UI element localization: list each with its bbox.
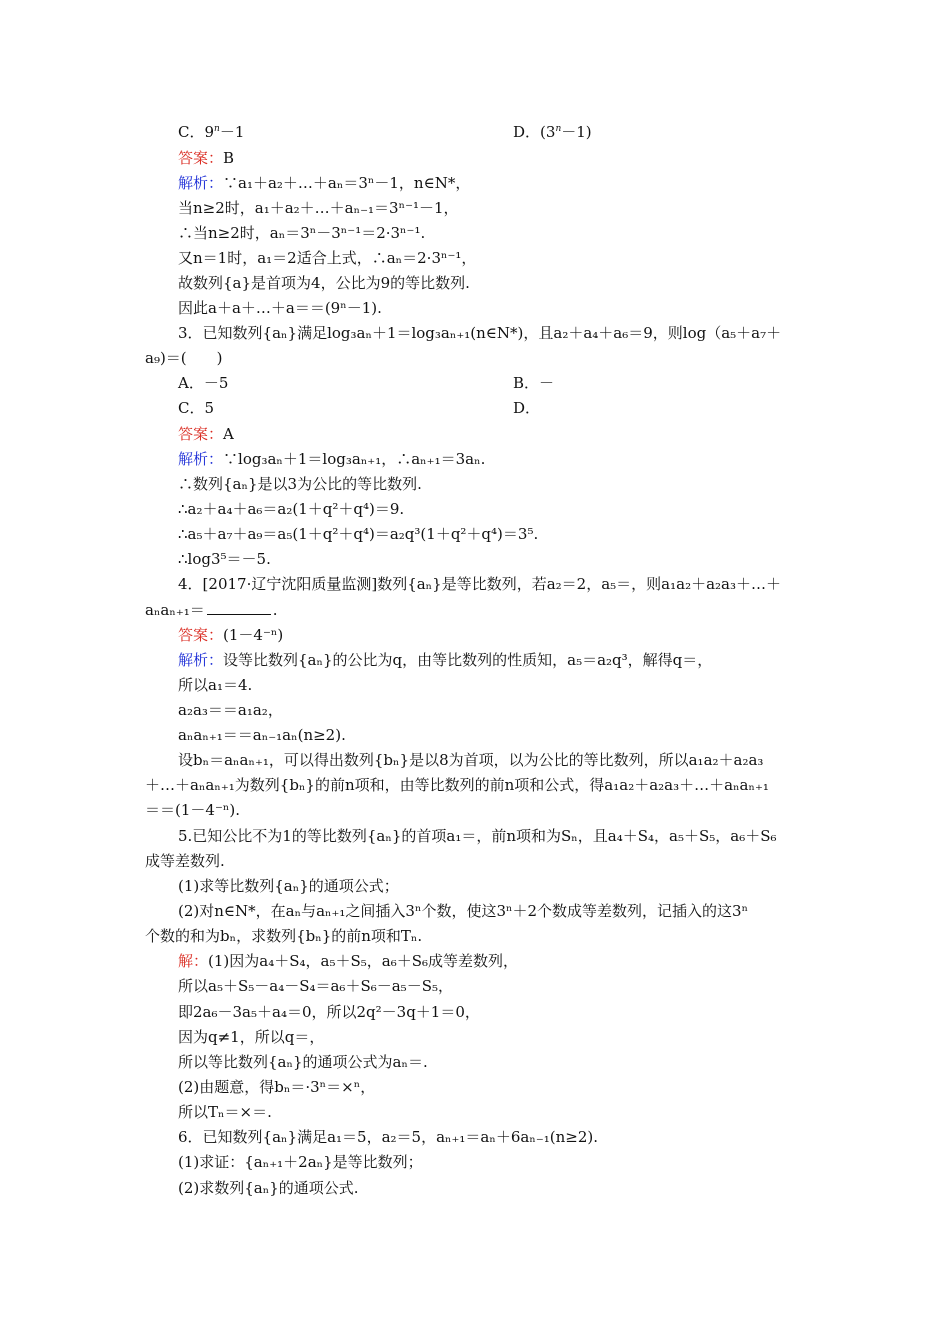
text-line: ∴a₅＋a₇＋a₉＝a₅(1＋q²＋q⁴)＝a₂q³(1＋q²＋q⁴)＝3⁵. (178, 525, 539, 543)
analysis-line: 解析：设等比数列{aₙ}的公比为q，由等比数列的性质知，a₅＝a₂q³，解得q＝， (178, 651, 713, 669)
answer-line: 答案：A (178, 425, 234, 443)
answer-blank (207, 602, 271, 615)
answer-label: 答案： (178, 626, 224, 644)
text-line: 所以Tₙ＝×＝. (178, 1103, 272, 1121)
sub-question-2: (2)对n∈N*，在aₙ与aₙ₊₁之间插入3ⁿ个数，使这3ⁿ＋2个数成等差数列，记插入的这3ⁿ (178, 902, 749, 920)
solution-label: 解： (178, 952, 209, 970)
question-5-stem-cont: 成等差数列. (145, 852, 225, 870)
analysis-line: 解析：∵a₁＋a₂＋…＋aₙ＝3ⁿ－1，n∈N*， (178, 174, 471, 192)
text-line: 设bₙ＝aₙaₙ₊₁，可以得出数列{bₙ}是以8为首项，以为公比的等比数列，所以a₁a₂＋a₂a₃ (178, 751, 764, 769)
question-5-stem: 5.已知公比不为1的等比数列{aₙ}的首项a₁＝，前n项和为Sₙ，且a₄＋S₄，a₅＋S₅，a₆＋S₆ (178, 827, 777, 845)
question-3-stem: 3．已知数列{aₙ}满足log₃aₙ＋1＝log₃aₙ₊₁(n∈N*)，且a₂＋a₄＋a₆＝9，则log（a₅＋a₇＋ (178, 324, 782, 342)
text-line: 所以a₅＋S₅－a₄－S₄＝a₆＋S₆－a₅－S₅， (178, 977, 453, 995)
text-line: 故数列{a}是首项为4，公比为9的等比数列. (178, 274, 470, 292)
analysis-label: 解析： (178, 450, 224, 468)
answer-label: 答案： (178, 425, 224, 443)
text-line: ∴当n≥2时，aₙ＝3ⁿ－3ⁿ⁻¹＝2·3ⁿ⁻¹. (178, 224, 426, 242)
text-line: aₙaₙ₊₁＝＝aₙ₋₁aₙ(n≥2). (178, 726, 346, 744)
text-line: 因为q≠1，所以q＝， (178, 1028, 325, 1046)
question-6-stem: 6．已知数列{aₙ}满足a₁＝5，a₂＝5，aₙ₊₁＝aₙ＋6aₙ₋₁(n≥2). (178, 1128, 599, 1146)
answer-line: 答案：B (178, 149, 235, 167)
option-a: A．－5 (178, 374, 229, 392)
text-line: 即2a₆－3a₅＋a₄＝0，所以2q²－3q＋1＝0， (178, 1003, 480, 1021)
option-d: D． (513, 399, 541, 417)
text-line: ∴数列{aₙ}是以3为公比的等比数列. (178, 475, 422, 493)
text-line: ∴log3⁵＝－5. (178, 550, 271, 568)
text-line: 所以a₁＝4. (178, 676, 253, 694)
text-line: ＋…＋aₙaₙ₊₁为数列{bₙ}的前n项和，由等比数列的前n项和公式，得a₁a₂＋a₂a₃＋…＋aₙaₙ₊₁ (145, 776, 769, 794)
text-line: a₂a₃＝＝a₁a₂， (178, 701, 283, 719)
text-line: 当n≥2时，a₁＋a₂＋…＋aₙ₋₁＝3ⁿ⁻¹－1， (178, 199, 459, 217)
question-4-stem-cont: aₙaₙ₊₁＝ . (145, 601, 278, 619)
analysis-label: 解析： (178, 651, 224, 669)
option-b: B．－ (513, 374, 555, 392)
analysis-label: 解析： (178, 174, 224, 192)
option-d: D．$(3^n-1)$ (513, 123, 592, 141)
answer-label: 答案： (178, 149, 224, 167)
sub-question-2-cont: 个数的和为bₙ，求数列{bₙ}的前n项和Tₙ. (145, 927, 423, 945)
question-4-stem: 4．[2017·辽宁沈阳质量监测]数列{aₙ}是等比数列，若a₂＝2，a₅＝，则a₁a₂＋a₂a₃＋…＋ (178, 575, 781, 593)
sub-question-2: (2)求数列{aₙ}的通项公式. (178, 1179, 359, 1197)
question-3-stem-cont: a₉)＝( ) (145, 349, 223, 367)
option-c: C．$9^n-1$ (178, 123, 245, 141)
text-line: ＝＝(1－4⁻ⁿ). (145, 801, 240, 819)
solution-line: 解：(1)因为a₄＋S₄，a₅＋S₅，a₆＋S₆成等差数列， (178, 952, 518, 970)
answer-line: 答案：(1－4⁻ⁿ) (178, 626, 284, 644)
sub-question-1: (1)求等比数列{aₙ}的通项公式； (178, 877, 399, 895)
option-c: C．5 (178, 399, 215, 417)
sub-question-1: (1)求证：{aₙ₊₁＋2aₙ}是等比数列； (178, 1153, 423, 1171)
analysis-line: 解析：∵log₃aₙ＋1＝log₃aₙ₊₁，∴aₙ₊₁＝3aₙ. (178, 450, 486, 468)
text-line: (2)由题意，得bₙ＝·3ⁿ＝×ⁿ， (178, 1078, 376, 1096)
text-line: 又n＝1时，a₁＝2适合上式，∴aₙ＝2·3ⁿ⁻¹， (178, 249, 477, 267)
text-line: ∴a₂＋a₄＋a₆＝a₂(1＋q²＋q⁴)＝9. (178, 500, 405, 518)
text-line: 所以等比数列{aₙ}的通项公式为aₙ＝. (178, 1053, 428, 1071)
text-line: 因此a＋a＋…＋a＝＝(9ⁿ－1). (178, 299, 382, 317)
